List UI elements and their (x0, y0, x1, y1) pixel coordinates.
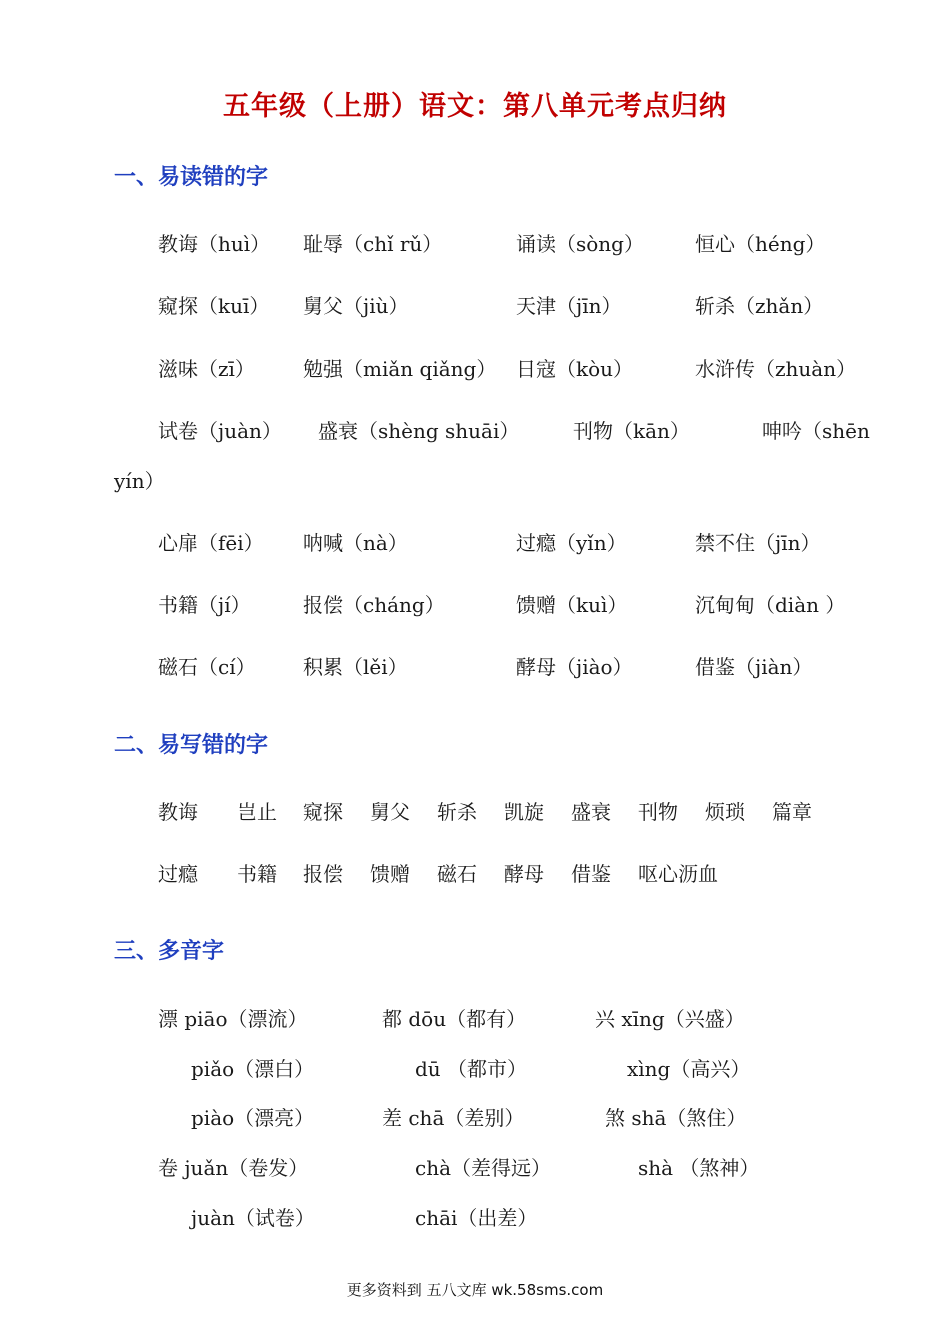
writing-item: 报偿 (303, 862, 343, 886)
polyphonic-item: chà（差得远） (415, 1156, 552, 1180)
writing-item: 斩杀 (437, 800, 477, 824)
section-heading-polyphonic: 三、多音字 (114, 938, 225, 964)
section-heading-misread: 一、易读错的字 (114, 164, 269, 190)
reading-item: 心扉（fēi） (158, 531, 264, 555)
reading-item: 借鉴（jiàn） (695, 655, 813, 679)
section-heading-miswritten: 二、易写错的字 (114, 732, 269, 758)
reading-item: 教诲（huì） (158, 232, 271, 256)
footer-source-note: 更多资料到 五八文库 wk.58sms.com (346, 1281, 604, 1299)
polyphonic-item: 兴 xīng（兴盛） (595, 1007, 745, 1031)
polyphonic-item: 卷 juǎn（卷发） (158, 1156, 309, 1180)
polyphonic-item: 煞 shā（煞住） (605, 1106, 747, 1130)
reading-item: 恒心（héng） (695, 232, 826, 256)
reading-item: 呻吟（shēn (762, 419, 870, 443)
writing-item: 盛衰 (571, 800, 611, 824)
polyphonic-item: 漂 piāo（漂流） (158, 1007, 308, 1031)
reading-item: 滋味（zī） (158, 357, 255, 381)
reading-item: 呐喊（nà） (303, 531, 408, 555)
reading-item: 日寇（kòu） (516, 357, 634, 381)
polyphonic-item: piǎo（漂白） (191, 1057, 315, 1081)
polyphonic-item: 都 dōu（都有） (382, 1007, 527, 1031)
reading-item: 水浒传（zhuàn） (695, 357, 857, 381)
reading-item: 过瘾（yǐn） (516, 531, 627, 555)
writing-item: 酵母 (504, 862, 544, 886)
writing-item: 岂止 (237, 800, 277, 824)
reading-item: 斩杀（zhǎn） (695, 294, 824, 318)
page-title: 五年级（上册）语文：第八单元考点归纳 (223, 91, 727, 122)
writing-item: 篇章 (772, 800, 812, 824)
writing-item: 舅父 (370, 800, 410, 824)
writing-item: 借鉴 (571, 862, 611, 886)
writing-item: 凯旋 (504, 800, 544, 824)
reading-item: 刊物（kān） (573, 419, 690, 443)
writing-item: 书籍 (237, 862, 277, 886)
polyphonic-item: shà （煞神） (638, 1156, 760, 1180)
reading-item: 舅父（jiù） (303, 294, 409, 318)
reading-item: 报偿（cháng） (303, 593, 445, 617)
polyphonic-item: xìng（高兴） (627, 1057, 751, 1081)
writing-item: 烦琐 (705, 800, 745, 824)
reading-item: 试卷（juàn） (158, 419, 282, 443)
reading-item: 窥探（kuī） (158, 294, 270, 318)
reading-item: 酵母（jiào） (516, 655, 633, 679)
polyphonic-item: 差 chā（差别） (382, 1106, 525, 1130)
reading-item: 诵读（sòng） (516, 232, 644, 256)
writing-item: 呕心沥血 (638, 862, 718, 886)
reading-item: 沉甸甸（diàn ） (695, 593, 846, 617)
polyphonic-item: juàn（试卷） (191, 1206, 315, 1230)
polyphonic-item: dū （都市） (415, 1057, 528, 1081)
reading-item: 书籍（jí） (158, 593, 251, 617)
reading-item: 禁不住（jīn） (695, 531, 821, 555)
reading-item: 天津（jīn） (516, 294, 622, 318)
reading-item: 勉强（miǎn qiǎng） (303, 357, 497, 381)
reading-item: 磁石（cí） (158, 655, 256, 679)
writing-item: 过瘾 (158, 862, 198, 886)
writing-item: 馈赠 (370, 862, 410, 886)
writing-item: 刊物 (638, 800, 678, 824)
writing-item: 磁石 (437, 862, 477, 886)
reading-item: 积累（lěi） (303, 655, 408, 679)
polyphonic-item: piào（漂亮） (191, 1106, 315, 1130)
reading-item: 馈赠（kuì） (516, 593, 628, 617)
reading-item: 耻辱（chǐ rǔ） (303, 232, 443, 256)
reading-item-wrap: yín） (114, 469, 165, 493)
writing-item: 窥探 (303, 800, 343, 824)
polyphonic-item: chāi（出差） (415, 1206, 538, 1230)
writing-item: 教诲 (158, 800, 198, 824)
reading-item: 盛衰（shèng shuāi） (318, 419, 520, 443)
